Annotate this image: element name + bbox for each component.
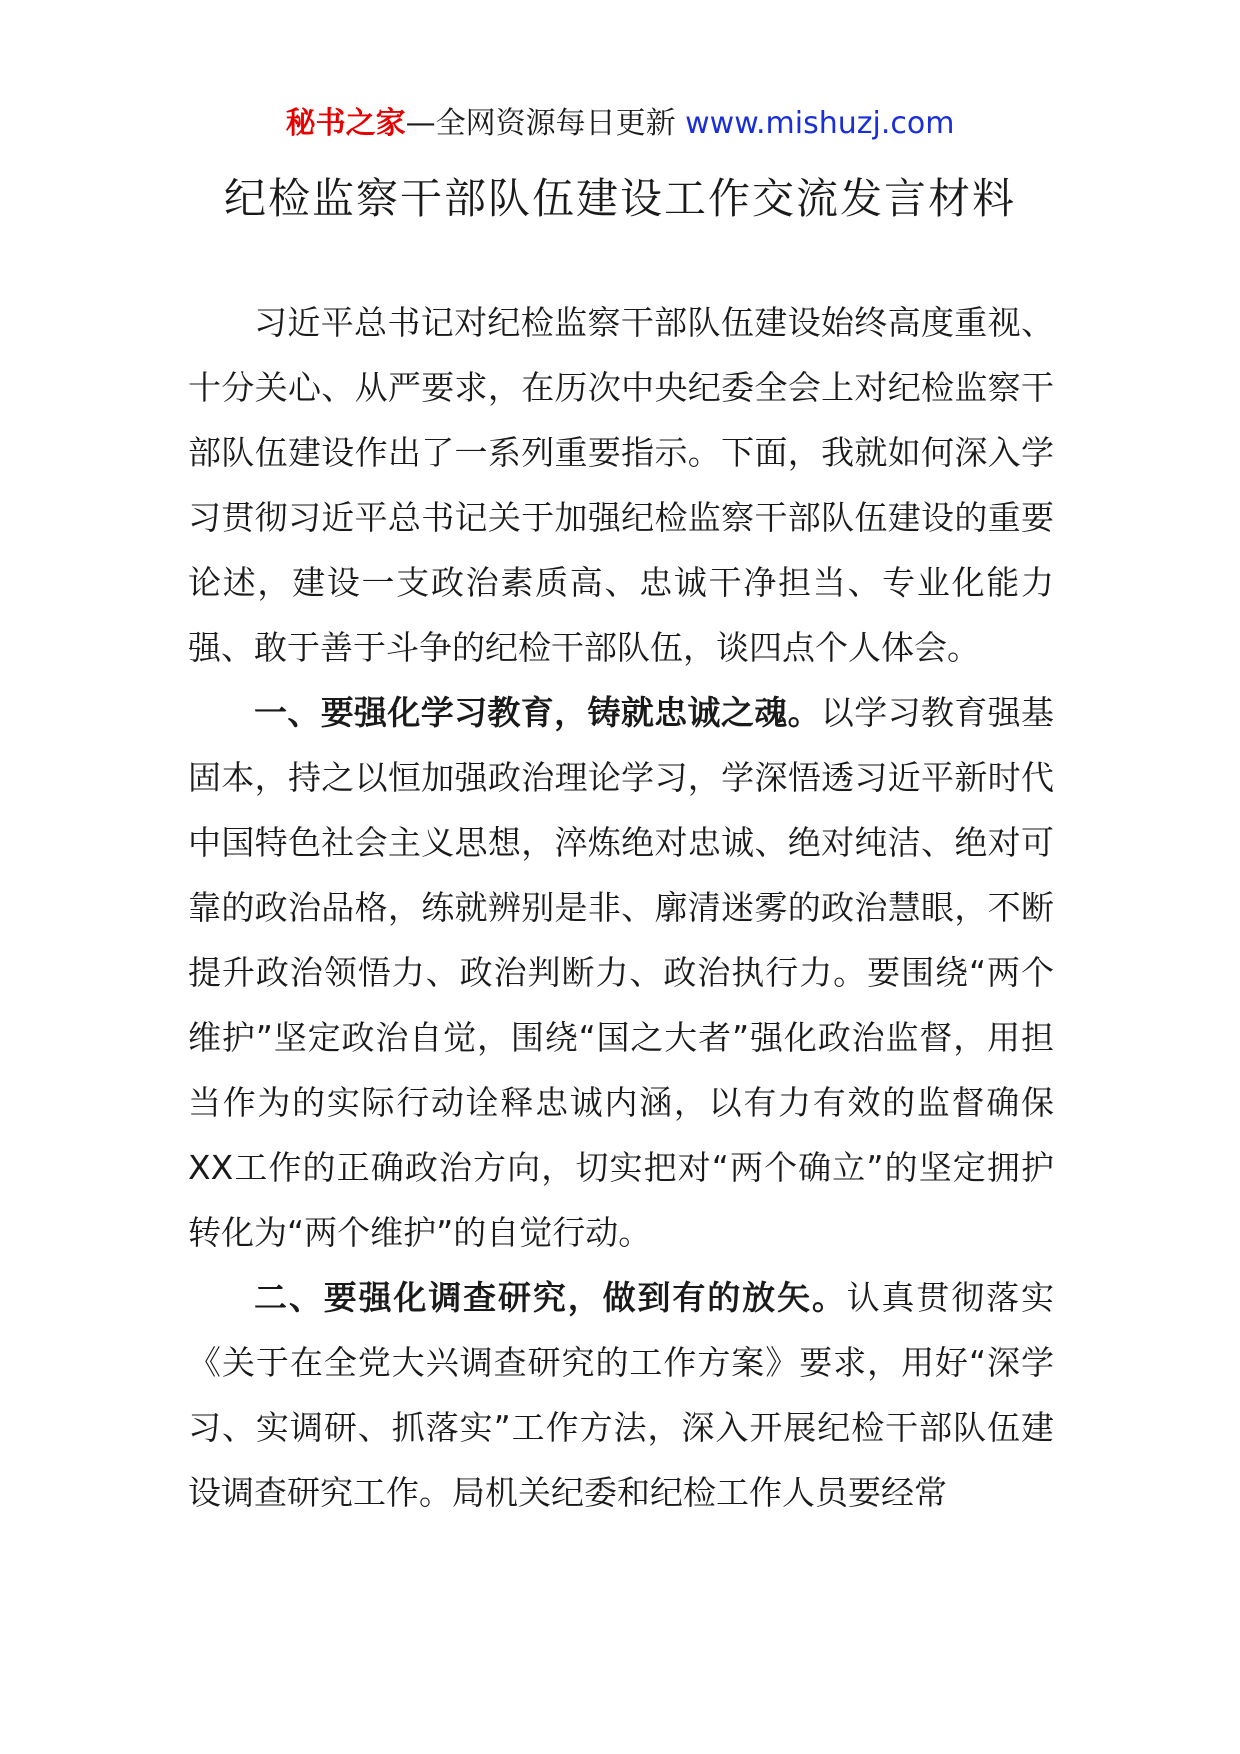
paragraph-text: 以学习教育强基固本，持之以恒加强政治理论学习，学深悟透习近平新时代中国特色社会主义思想，淬炼绝对忠诚、绝对纯洁、绝对可靠的政治品格，练就辨别是非、廓清迷雾的政治慧眼，不断提升政治领悟力、政治判断力、政治执行力。要围绕“两个维护”坚定政治自觉，围绕“国之大者”强化政治监督，用担当作为的实际行动诠释忠诚内涵，以有力有效的监督确保XX工作的正确政治方向，切实把对“两个确立”的坚定拥护转化为“两个维护”的自觉行动。 bbox=[188, 693, 1055, 1252]
section-heading: 一、要强化学习教育，铸就忠诚之魂。 bbox=[254, 693, 821, 732]
site-url[interactable]: www.mishuzj.com bbox=[685, 106, 955, 141]
paragraph-intro bbox=[188, 290, 1054, 680]
document-body bbox=[188, 290, 1054, 1525]
paragraph-text: 习近平总书记对纪检监察干部队伍建设始终高度重视、十分关心、从严要求，在历次中央纪委全会上对纪检监察干部队伍建设作出了一系列重要指示。下面，我就如何深入学习贯彻习近平总书记关于加强纪检监察干部队伍建设的重要论述，建设一支政治素质高、忠诚干净担当、专业化能力强、敢于善于斗争的纪检干部队伍，谈四点个人体会。 bbox=[188, 303, 1054, 667]
section-heading: 二、要强化调查研究，做到有的放矢。 bbox=[254, 1278, 847, 1317]
paragraph-section-2 bbox=[188, 1265, 1054, 1525]
paragraph-section-1 bbox=[188, 680, 1054, 1265]
brand-name: 秘书之家 bbox=[285, 106, 406, 141]
paragraph-text: 认真贯彻落实《关于在全党大兴调查研究的工作方案》要求，用好“深学习、实调研、抓落实”工作方法，深入开展纪检干部队伍建设调查研究工作。局机关纪委和纪检工作人员要经常 bbox=[188, 1278, 1055, 1512]
watermark-header bbox=[0, 104, 1240, 144]
brand-tagline: —全网资源每日更新 bbox=[405, 106, 676, 141]
document-title: 纪检监察干部队伍建设工作交流发言材料 bbox=[223, 174, 1016, 223]
